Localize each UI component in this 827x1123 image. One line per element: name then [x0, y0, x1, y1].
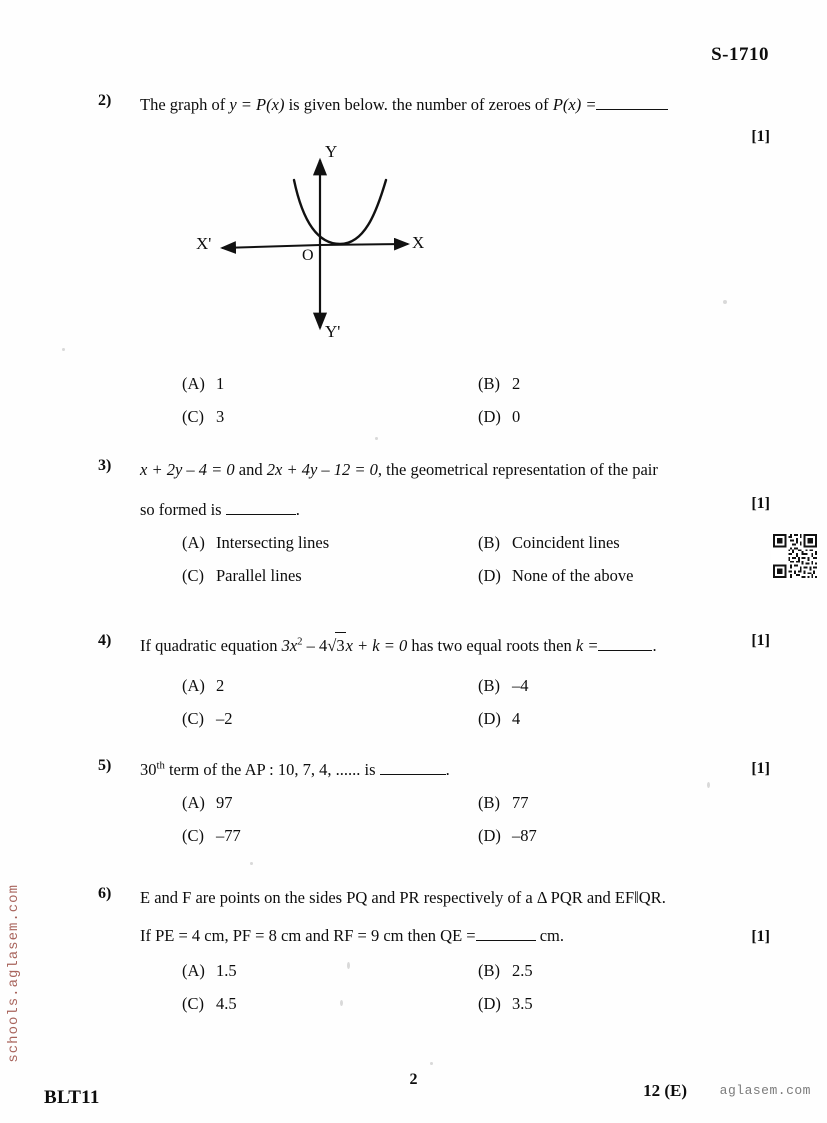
option-c-value: –77	[216, 826, 241, 845]
graph-svg	[190, 140, 450, 355]
question-2	[98, 92, 770, 118]
question-5-ordinal-suffix: th	[156, 759, 165, 772]
question-3-equation-2: 2x + 4y – 12 = 0	[266, 460, 378, 479]
option-a-value: 97	[216, 793, 233, 812]
question-6-number: 6)	[98, 885, 112, 902]
graph-figure-parabola	[190, 140, 450, 355]
option-b[interactable]	[478, 793, 529, 813]
option-row	[182, 994, 742, 1027]
question-5-term-number: 30	[140, 760, 157, 779]
option-a-key: (A)	[182, 676, 205, 695]
option-d-key: (D)	[478, 826, 501, 845]
scan-speck	[375, 437, 378, 440]
option-d[interactable]	[478, 566, 633, 586]
option-row	[182, 533, 742, 566]
option-row	[182, 676, 742, 709]
question-4-variable: x	[345, 636, 353, 655]
axis-label-y: Y	[325, 142, 338, 161]
option-d-key: (D)	[478, 566, 501, 585]
question-2-math-2: P(x) =	[552, 95, 597, 114]
question-2-text-middle: is given below. the number of zeroes of	[288, 95, 549, 114]
scan-speck	[707, 782, 710, 788]
question-3	[98, 457, 770, 522]
option-b-value: Coincident lines	[512, 533, 620, 552]
axis-label-y-prime: Y'	[325, 322, 341, 341]
question-5-options	[182, 793, 742, 859]
question-3-line2	[140, 497, 770, 523]
question-6-line1-end: .	[661, 888, 666, 907]
question-5-number: 5)	[98, 757, 112, 774]
option-c[interactable]	[182, 709, 233, 729]
question-4-exponent: 2	[297, 635, 303, 648]
option-row	[182, 826, 742, 859]
question-4-text	[140, 632, 770, 659]
qr-code-svg	[771, 532, 819, 580]
question-5-answer-blank[interactable]	[380, 774, 446, 775]
question-5	[98, 757, 770, 783]
question-6-line1	[140, 885, 770, 911]
option-b-key: (B)	[478, 961, 500, 980]
option-c-key: (C)	[182, 709, 204, 728]
question-6-triangle: Δ PQR	[536, 888, 583, 907]
question-6	[98, 885, 770, 948]
option-c-value: Parallel lines	[216, 566, 302, 585]
option-c-key: (C)	[182, 407, 204, 426]
option-d-value: None of the above	[512, 566, 634, 585]
option-d-value: 3.5	[512, 994, 533, 1013]
question-6-answer-blank[interactable]	[476, 940, 536, 941]
question-5-text	[140, 757, 770, 783]
question-4	[98, 632, 770, 659]
question-3-line2-end: .	[295, 499, 300, 519]
question-5-marks: [1]	[751, 760, 770, 777]
option-a-key: (A)	[182, 961, 205, 980]
option-b-key: (B)	[478, 793, 500, 812]
question-5-text-after: term of the AP : 10, 7, 4, ...... is	[168, 760, 376, 779]
question-3-line2-text: so formed is	[140, 499, 222, 519]
question-2-marks: [1]	[751, 128, 770, 145]
question-2-number: 2)	[98, 92, 112, 109]
question-4-coefficient: 3x	[281, 636, 298, 655]
question-3-answer-blank[interactable]	[226, 514, 296, 515]
option-c[interactable]	[182, 566, 302, 586]
option-c-value: 3	[216, 407, 225, 426]
question-4-marks: [1]	[751, 632, 770, 649]
option-c[interactable]	[182, 407, 224, 427]
scan-speck	[430, 1062, 433, 1065]
option-d-key: (D)	[478, 407, 501, 426]
option-b[interactable]	[478, 961, 533, 981]
axis-label-x-prime: X'	[196, 234, 212, 253]
option-b-key: (B)	[478, 533, 500, 552]
site-watermark: aglasem.com	[719, 1083, 811, 1098]
scan-speck	[250, 862, 253, 865]
question-3-options	[182, 533, 742, 599]
sqrt-icon: √3	[327, 632, 345, 659]
scan-speck	[62, 348, 65, 351]
question-6-and: and	[586, 888, 611, 907]
option-d-value: –87	[512, 826, 537, 845]
option-row	[182, 709, 742, 742]
question-2-text-before: The graph of	[140, 95, 226, 114]
medium-code: 12 (E)	[643, 1081, 687, 1100]
option-a[interactable]	[182, 793, 233, 813]
question-3-rest: , the geometrical representation of the pair	[377, 460, 658, 479]
option-a[interactable]	[182, 961, 237, 981]
question-6-unit: cm.	[539, 925, 564, 945]
question-3-marks: [1]	[751, 495, 770, 512]
option-a[interactable]	[182, 676, 224, 696]
option-a-key: (A)	[182, 533, 205, 552]
question-4-equation	[282, 636, 408, 655]
option-a-key: (A)	[182, 793, 205, 812]
question-4-text-end: .	[652, 636, 657, 655]
question-4-number: 4)	[98, 632, 112, 649]
option-a[interactable]	[182, 374, 224, 394]
option-b[interactable]	[478, 374, 520, 394]
option-c[interactable]	[182, 994, 237, 1014]
scan-speck	[340, 1000, 343, 1006]
scan-speck	[723, 300, 727, 304]
option-c-value: 4.5	[216, 994, 237, 1013]
option-c-key: (C)	[182, 826, 204, 845]
option-row	[182, 566, 742, 599]
question-6-line2-text: If PE = 4 cm, PF = 8 cm and RF = 9 cm then QE =	[140, 925, 476, 945]
option-row	[182, 407, 742, 440]
option-a-value: 1	[216, 374, 225, 393]
scan-speck	[347, 962, 350, 969]
option-d[interactable]	[478, 826, 537, 846]
parabola-curve	[294, 180, 386, 244]
option-row	[182, 374, 742, 407]
origin-label: O	[302, 247, 314, 264]
option-b-key: (B)	[478, 676, 500, 695]
option-row	[182, 961, 742, 994]
axis-label-x: X	[412, 233, 425, 252]
question-2-answer-blank[interactable]	[596, 109, 668, 110]
option-d[interactable]	[478, 407, 520, 427]
question-5-text-end: .	[445, 760, 450, 779]
option-d-key: (D)	[478, 994, 501, 1013]
question-6-line1-text: E and F are points on the sides PQ and PR respectively of a	[140, 888, 533, 907]
question-4-plus-k: + k = 0	[357, 636, 408, 655]
question-2-options	[182, 374, 742, 440]
question-4-minus-term: – 4	[306, 636, 328, 655]
question-3-number: 3)	[98, 457, 112, 474]
question-3-and: and	[238, 460, 263, 479]
question-6-options	[182, 961, 742, 1027]
paper-code: S-1710	[711, 44, 769, 65]
option-d-value: 0	[512, 407, 521, 426]
question-4-options	[182, 676, 742, 742]
option-c-value: –2	[216, 709, 233, 728]
option-c-key: (C)	[182, 994, 204, 1013]
question-6-parallel: EF‖QR	[614, 888, 662, 907]
option-a[interactable]	[182, 533, 329, 553]
question-4-text-before: If quadratic equation	[140, 636, 278, 655]
question-2-text	[140, 92, 770, 118]
option-b[interactable]	[478, 676, 529, 696]
option-a-value: 2	[216, 676, 225, 695]
option-c-key: (C)	[182, 566, 204, 585]
qr-code	[771, 532, 819, 580]
question-2-math-1: y = P(x)	[229, 95, 285, 114]
option-b-value: 77	[512, 793, 529, 812]
question-6-line2	[140, 923, 770, 949]
question-3-equation-1: x + 2y – 4 = 0	[140, 460, 235, 479]
option-d-value: 4	[512, 709, 521, 728]
option-b[interactable]	[478, 533, 620, 553]
booklet-code: BLT11	[44, 1087, 100, 1108]
question-3-text	[140, 457, 770, 483]
option-d[interactable]	[478, 994, 533, 1014]
option-a-value: 1.5	[216, 961, 237, 980]
option-b-value: –4	[512, 676, 529, 695]
option-b-value: 2.5	[512, 961, 533, 980]
question-4-k-equals: k =	[575, 636, 599, 655]
option-row	[182, 793, 742, 826]
option-b-key: (B)	[478, 374, 500, 393]
page-number: 2	[409, 1071, 418, 1088]
option-a-key: (A)	[182, 374, 205, 393]
question-4-text-after: has two equal roots then	[411, 636, 572, 655]
question-6-marks: [1]	[751, 928, 770, 945]
option-c[interactable]	[182, 826, 241, 846]
side-watermark: schools.aglasem.com	[6, 884, 22, 1063]
option-a-value: Intersecting lines	[216, 533, 330, 552]
option-b-value: 2	[512, 374, 521, 393]
question-4-answer-blank[interactable]	[598, 650, 652, 651]
option-d-key: (D)	[478, 709, 501, 728]
question-4-radicand: 3	[335, 632, 345, 659]
option-d[interactable]	[478, 709, 520, 729]
